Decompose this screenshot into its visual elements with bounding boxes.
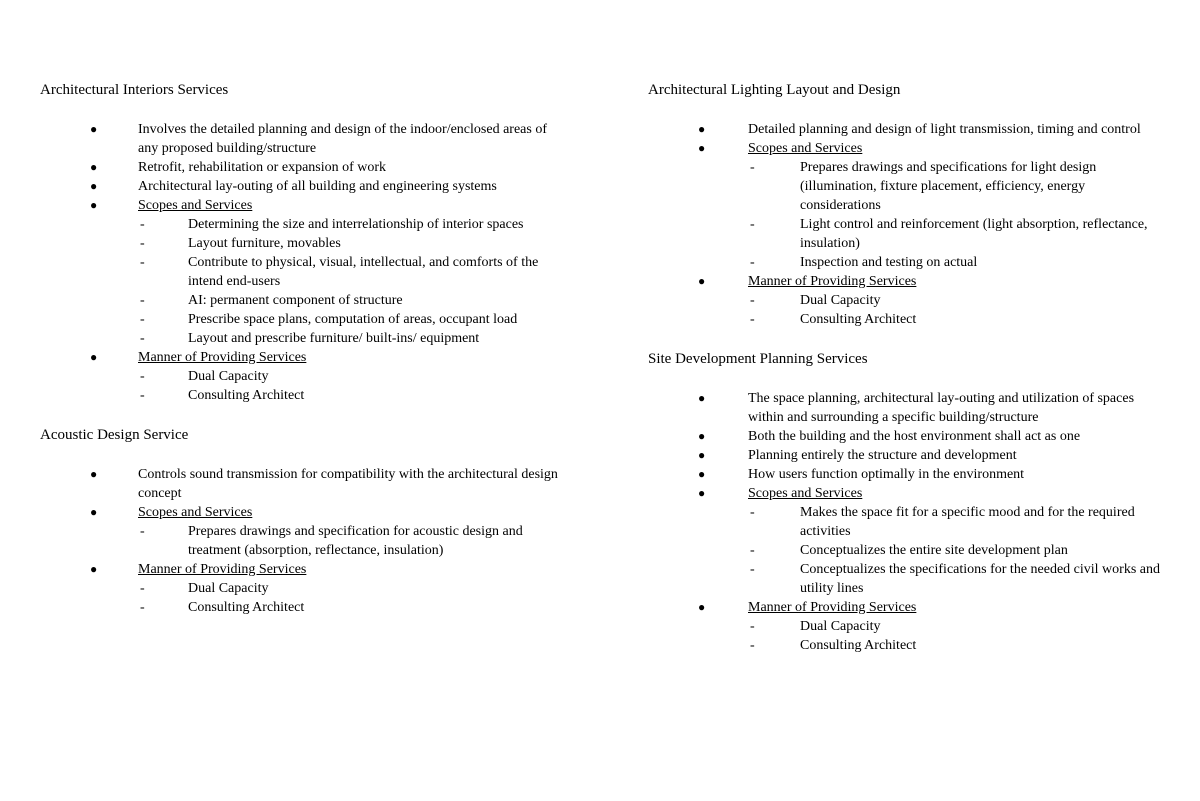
sub-list	[138, 579, 560, 617]
list-item-scopes	[648, 484, 1168, 598]
scopes-label: Scopes and Services	[138, 198, 253, 213]
dash-icon: -	[750, 505, 755, 520]
dash-icon: -	[140, 293, 145, 308]
sub-list-item: - Light control and reinforcement (light absorption, reflectance, insulation)	[750, 217, 1148, 251]
list-item: ● Architectural lay-outing of all building and engineering systems	[90, 179, 497, 194]
list-item: ● Retrofit, rehabilitation or expansion of work	[90, 160, 387, 175]
bullet-icon: ●	[90, 198, 98, 212]
section-site	[648, 349, 1168, 655]
sub-list-item: - Consulting Architect	[750, 638, 917, 653]
sub-list	[748, 617, 1168, 655]
bullet-list	[40, 465, 560, 617]
sub-list-item: - Consulting Architect	[140, 388, 305, 403]
sub-list-item: - Makes the space fit for a specific mood and for the required activities	[750, 505, 1135, 539]
sub-list	[138, 367, 560, 405]
manner-label: Manner of Providing Services	[748, 274, 917, 289]
sub-list-item: - Dual Capacity	[750, 293, 881, 308]
list-item: ● Both the building and the host environment shall act as one	[698, 429, 1081, 444]
sub-list-item: - Prepares drawings and specifications for light design (illumination, fixture placement, efficiency, energy considerations	[750, 160, 1097, 213]
left-column	[40, 80, 560, 637]
bullet-icon: ●	[698, 274, 706, 288]
dash-icon: -	[140, 312, 145, 327]
dash-icon: -	[140, 331, 145, 346]
bullet-icon: ●	[698, 467, 706, 481]
sub-list-item: - Consulting Architect	[750, 312, 917, 327]
bullet-icon: ●	[90, 467, 98, 481]
dash-icon: -	[140, 388, 145, 403]
scopes-label: Scopes and Services	[138, 505, 253, 520]
manner-label: Manner of Providing Services	[748, 600, 917, 615]
bullet-icon: ●	[698, 486, 706, 500]
dash-icon: -	[140, 524, 145, 539]
sub-list-item: - Dual Capacity	[750, 619, 881, 634]
section-interiors	[40, 80, 560, 405]
bullet-icon: ●	[698, 600, 706, 614]
section-heading: Architectural Lighting Layout and Design	[648, 82, 901, 98]
scopes-label: Scopes and Services	[748, 141, 863, 156]
right-column	[648, 80, 1168, 675]
list-item-manner	[648, 598, 1168, 655]
sub-list-item: - Contribute to physical, visual, intellectual, and comforts of the intend end-users	[140, 255, 539, 289]
bullet-icon: ●	[698, 448, 706, 462]
bullet-icon: ●	[90, 179, 98, 193]
list-item-scopes	[648, 139, 1168, 272]
sub-list	[138, 522, 560, 560]
section-acoustic	[40, 425, 560, 617]
dash-icon: -	[140, 236, 145, 251]
list-item: ● Controls sound transmission for compatibility with the architectural design concept	[90, 467, 558, 501]
bullet-icon: ●	[698, 429, 706, 443]
dash-icon: -	[750, 160, 755, 175]
dash-icon: -	[140, 217, 145, 232]
list-item-manner	[40, 348, 560, 405]
bullet-list	[648, 389, 1168, 655]
dash-icon: -	[750, 638, 755, 653]
list-item: ● How users function optimally in the environment	[698, 467, 1025, 482]
dash-icon: -	[750, 543, 755, 558]
dash-icon: -	[750, 293, 755, 308]
bullet-icon: ●	[90, 505, 98, 519]
list-item: ● The space planning, architectural lay-outing and utilization of spaces within and surrounding a specific building/structure	[698, 391, 1135, 425]
bullet-list	[40, 120, 560, 405]
bullet-icon: ●	[90, 350, 98, 364]
sub-list-item: - Conceptualizes the specifications for the needed civil works and utility lines	[750, 562, 1160, 596]
dash-icon: -	[140, 255, 145, 270]
bullet-icon: ●	[698, 122, 706, 136]
sub-list-item: - Dual Capacity	[140, 581, 269, 596]
scopes-label: Scopes and Services	[748, 486, 863, 501]
sub-list	[748, 158, 1168, 272]
sub-list-item: - AI: permanent component of structure	[140, 293, 403, 308]
dash-icon: -	[750, 312, 755, 327]
dash-icon: -	[140, 581, 145, 596]
manner-label: Manner of Providing Services	[138, 562, 307, 577]
section-heading: Acoustic Design Service	[40, 427, 189, 443]
bullet-icon: ●	[698, 391, 706, 405]
bullet-icon: ●	[90, 122, 98, 136]
bullet-list	[648, 120, 1168, 329]
sub-list-item: - Dual Capacity	[140, 369, 269, 384]
sub-list	[748, 503, 1168, 598]
sub-list	[138, 215, 560, 348]
manner-label: Manner of Providing Services	[138, 350, 307, 365]
dash-icon: -	[750, 562, 755, 577]
section-heading: Site Development Planning Services	[648, 351, 868, 367]
list-item-scopes	[40, 196, 560, 348]
sub-list-item: - Conceptualizes the entire site development plan	[750, 543, 1068, 558]
dash-icon: -	[750, 217, 755, 232]
dash-icon: -	[140, 369, 145, 384]
list-item-scopes	[40, 503, 560, 560]
sub-list-item: - Consulting Architect	[140, 600, 305, 615]
dash-icon: -	[750, 255, 755, 270]
bullet-icon: ●	[698, 141, 706, 155]
sub-list-item: - Determining the size and interrelationship of interior spaces	[140, 217, 524, 232]
sub-list	[748, 291, 1168, 329]
dash-icon: -	[140, 600, 145, 615]
bullet-icon: ●	[90, 160, 98, 174]
sub-list-item: - Prepares drawings and specification for acoustic design and treatment (absorption, reflectance, insulation)	[140, 524, 523, 558]
list-item-manner	[40, 560, 560, 617]
list-item-manner	[648, 272, 1168, 329]
sub-list-item: - Prescribe space plans, computation of areas, occupant load	[140, 312, 518, 327]
dash-icon: -	[750, 619, 755, 634]
sub-list-item: - Layout furniture, movables	[140, 236, 341, 251]
list-item: ● Detailed planning and design of light transmission, timing and control	[698, 122, 1141, 137]
sub-list-item: - Inspection and testing on actual	[750, 255, 978, 270]
sub-list-item: - Layout and prescribe furniture/ built-ins/ equipment	[140, 331, 480, 346]
bullet-icon: ●	[90, 562, 98, 576]
section-lighting	[648, 80, 1168, 329]
list-item: ● Involves the detailed planning and design of the indoor/enclosed areas of any proposed building/structure	[90, 122, 547, 156]
section-heading: Architectural Interiors Services	[40, 82, 229, 98]
list-item: ● Planning entirely the structure and development	[698, 448, 1017, 463]
